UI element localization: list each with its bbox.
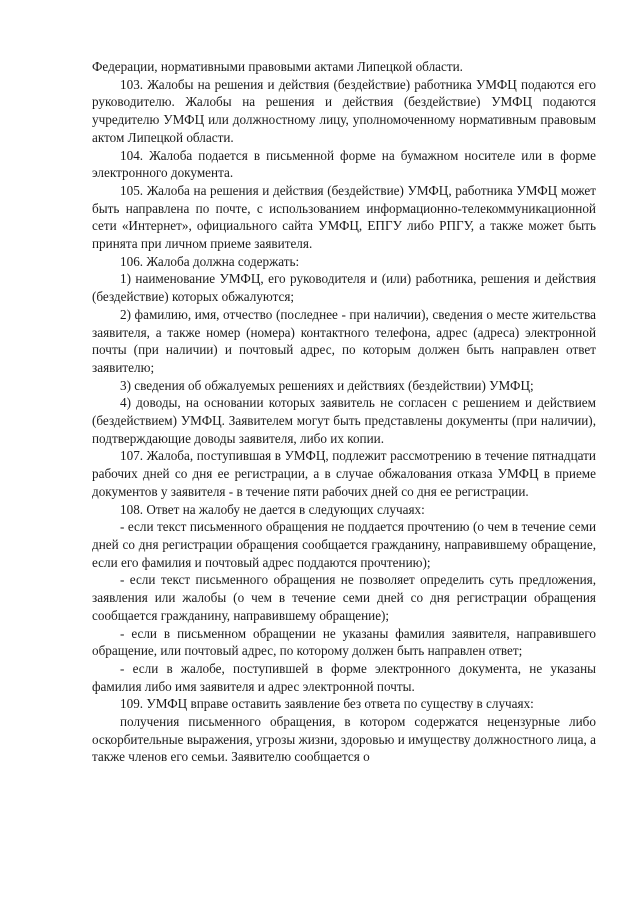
paragraph-108-case-4: - если в жалобе, поступившей в форме электронного документа, не указаны фамилия либо имя заявителя и адрес электронной почты. bbox=[92, 660, 596, 694]
paragraph-106-item-1: 1) наименование УМФЦ, его руководителя и (или) работника, решения и действия (бездействие) которых обжалуются; bbox=[92, 271, 596, 305]
paragraph-105: 105. Жалоба на решения и действия (бездействие) УМФЦ, работника УМФЦ может быть направлена по почте, с использованием информационно-телекоммуникационной сети «Интернет», официального сайта УМФЦ, ЕПГУ либо РПГУ, а также может быть принята при личном приеме заявителя. bbox=[92, 182, 596, 252]
paragraph-108: 108. Ответ на жалобу не дается в следующих случаях: bbox=[120, 501, 425, 517]
paragraph-103: 103. Жалобы на решения и действия (бездействие) работника УМФЦ подаются его руководителю. Жалобы на решения и действия (бездействие) УМФЦ подаются учредителю УМФЦ или должностному лицу, уполномоченному нормативным правовым актом Липецкой области. bbox=[92, 76, 596, 145]
document-page bbox=[92, 58, 596, 766]
paragraph-106-item-4: 4) доводы, на основании которых заявитель не согласен с решением и действием (бездействием) УМФЦ. Заявителем могут быть представлены документы (при наличии), подтверждающие доводы заявителя, либо их копии. bbox=[92, 395, 596, 446]
paragraph-107: 107. Жалоба, поступившая в УМФЦ, подлежит рассмотрению в течение пятнадцати рабочих дней со дня ее регистрации, а в случае обжалования отказа УМФЦ в приеме документов у заявителя - в течение пяти рабочих дней со дня ее регистрации. bbox=[92, 448, 596, 499]
paragraph-109-case-1: получения письменного обращения, в котором содержатся нецензурные либо оскорбительные выражения, угрозы жизни, здоровью и имуществу должностного лица, а также членов его семьи. Заявителю сообщается о bbox=[92, 714, 596, 765]
paragraph-108-case-1: - если текст письменного обращения не поддается прочтению (о чем в течение семи дней со дня регистрации обращения сообщается гражданину, направившему обращение, если его фамилия и почтовый адрес поддаются прочтению); bbox=[92, 519, 596, 570]
paragraph-106-item-2: 2) фамилию, имя, отчество (последнее - при наличии), сведения о месте жительства заявителя, а также номер (номера) контактного телефона, адрес (адреса) электронной почты (при наличии) и почтовый адрес, по которым должен быть направлен ответ заявителю; bbox=[92, 306, 596, 375]
paragraph-104: 104. Жалоба подается в письменной форме на бумажном носителе или в форме электронного документа. bbox=[92, 147, 596, 181]
paragraph-106: 106. Жалоба должна содержать: bbox=[120, 253, 300, 269]
paragraph-108-case-3: - если в письменном обращении не указаны фамилия заявителя, направившего обращение, или почтовый адрес, по которому должен быть направлен ответ; bbox=[92, 625, 596, 659]
paragraph-continuation: Федерации, нормативными правовыми актами Липецкой области. bbox=[92, 59, 463, 74]
paragraph-108-case-2: - если текст письменного обращения не позволяет определить суть предложения, заявления или жалобы (о чем в течение семи дней со дня регистрации обращения сообщается гражданину, направившему обращение); bbox=[92, 572, 596, 623]
paragraph-109: 109. УМФЦ вправе оставить заявление без ответа по существу в случаях: bbox=[120, 696, 534, 712]
paragraph-106-item-3: 3) сведения об обжалуемых решениях и действиях (бездействии) УМФЦ; bbox=[120, 377, 534, 393]
